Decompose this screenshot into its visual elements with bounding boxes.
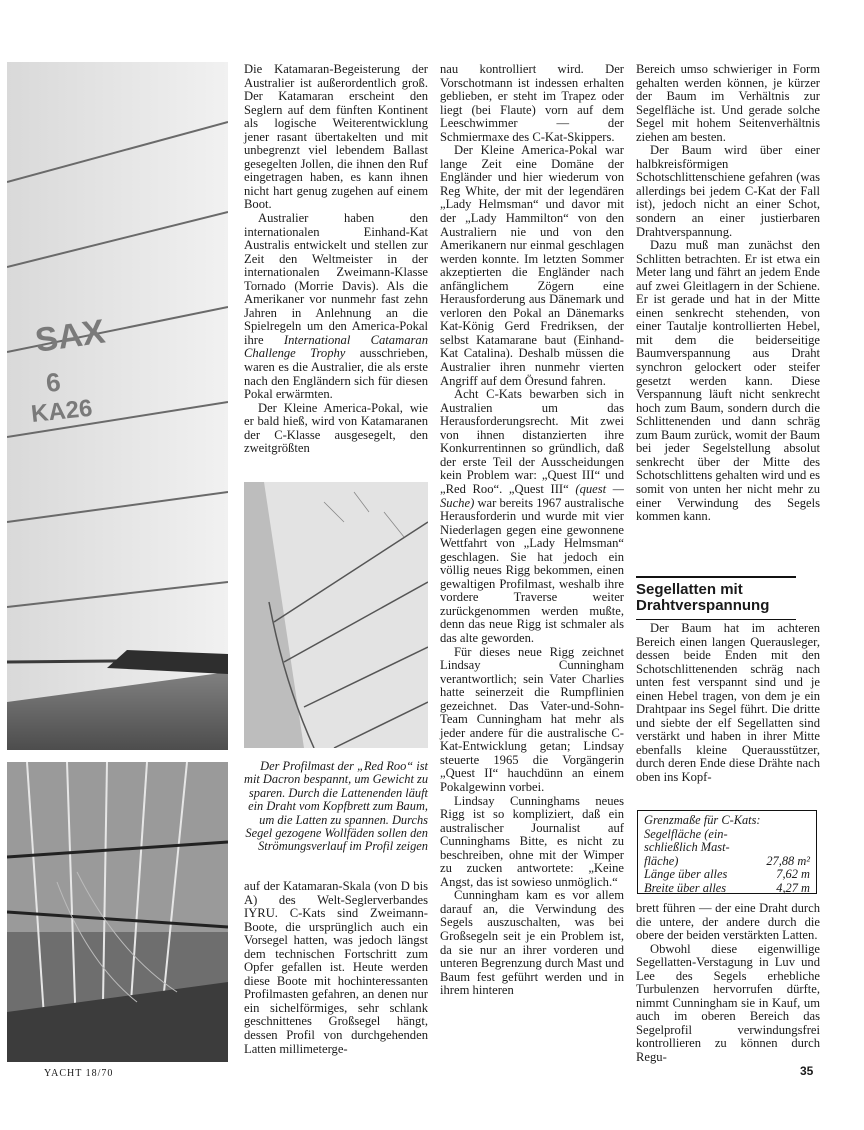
page-number: 35	[800, 1064, 814, 1078]
svg-text:KA26: KA26	[29, 394, 94, 428]
column-3-middle	[636, 622, 820, 785]
col2-paragraph-3-text: Acht C-Kats bewarben sich in Australien um das Herausforderungsrecht. Mit zwei von ihnen distanzierten ihre Konkurrentinnen so gründlich, daß der erste Teil der Ausscheidungen kein Problem war: „Quest III“ und „Red Roo“. „Quest III“	[440, 387, 624, 496]
spec-title: Grenzmaße für C-Kats:	[644, 813, 761, 827]
column-2	[440, 63, 624, 998]
col2-paragraph-3-end: war bereits 1967 australische Herausforderin und wurde mit vier Niederlagen gegen eine gewonnene Wettfahrt von „Lady Helmsman“ geschlagen. Sie hat jedoch ein völlig neues Rigg bekommen, einen gewaltigen Profilmast, weshalb ihre vordere Traverse weiter zurückgenommen werden mußte, denn das neue Rigg ist schmaler als das alte geworden.	[440, 495, 624, 645]
photo-rigging-graphic	[7, 762, 228, 1062]
photo-caption	[244, 760, 428, 854]
spec-row-length	[644, 868, 810, 882]
spec-value-beam: 4,27 m	[776, 880, 810, 895]
col1-paragraph-2	[244, 212, 428, 402]
col3-paragraph-4: Der Baum hat im achteren Bereich einen langen Querausleger, dessen beide Enden mit den Schotschlittenenden schräg nach unten fest verspannt sind und je einen Hebel tragen, von dem je ein Drahtpaar ins Segel führt. Die dritte und siebte der elf Segellatten sind verstärkt und haben in ihrer Mitte ebenfalls kleine Querausstützer, durch deren Ende diese Drähte nach oben ins Kopf-	[636, 621, 820, 785]
col3-paragraph-5: brett führen — der eine Draht durch die untere, der andere durch die obere der beiden verstärkten Latten.	[636, 901, 820, 943]
col2-paragraph-5: Lindsay Cunninghams neues Rigg ist so kompliziert, daß ein australischer Journalist auf Cunninghams Bitte, es nicht zu beschreiben, ohne mit der Wimper zu zucken antwortete: „Keine Angst, das ist sowieso unmöglich.“	[440, 793, 624, 889]
col2-paragraph-3	[440, 388, 624, 645]
col1-paragraph-3: Der Kleine America-Pokal, wie er bald hieß, wird von Katamaranen der C-Klasse ausgesegelt, den zweitgrößten	[244, 400, 428, 456]
spec-row-beam	[644, 882, 810, 896]
col3-paragraph-1: Bereich umso schwieriger in Form gehalten werden können, je kürzer der Baum im Verhältnis zur Segelfläche ist. Und gerade solche Segel mit hohem Seitenverhältnis ziehen am besten.	[636, 62, 820, 144]
col1-paragraph-2-end: ausschrieben, waren es die Australier, die als erste nach den Engländern sich für diesen Pokal erwärmten.	[244, 346, 428, 402]
col3-paragraph-2: Der Baum wird über einer halbkreisförmigen Schotschlittenschiene gefahren (was allerdings bei jedem C-Kat der Fall ist), jedoch nicht an einer Schot, sondern an einer justierbaren Drahtverspannung.	[636, 143, 820, 239]
column-3-top	[636, 63, 820, 524]
photo-catamaran-sail	[7, 62, 228, 750]
section-heading: Segellatten mit Drahtverspannung	[636, 576, 796, 620]
col2-paragraph-4: Für dieses neue Rigg zeichnet Lindsay Cunningham verantwortlich; sein Vater Charlies hatte seinerzeit die Rumpflinien gezeichnet. Das Vater-und-Sohn-Team Cunningham hat mehr als jeder andere für die australische C-Kat-Entwicklung getan; Lindsay steuerte 1965 die Vorgängerin „Quest II“ hauchdünn an einem Pokalgewinn vorbei.	[440, 644, 624, 794]
spec-value-area: 27,88 m²	[766, 853, 810, 868]
photo-rigging	[7, 762, 228, 1062]
spec-box	[637, 810, 817, 894]
column-3-bottom	[636, 902, 820, 1065]
col2-paragraph-2: Der Kleine America-Pokal war lange Zeit eine Domäne der Engländer und hier wiederum von Reg White, der mit der legendären „Lady Helmsman“ und davor mit der „Lady Hammilton“ von den Australiern nie und von den Amerikanern nur einmal geschlagen werden konnte. Im letzten Sommer akzeptierten die Engländer nach anfänglichem Zögern eine Herausforderung aus Dänemark und verloren den Pokal an Dänemarks Kat-König Gerd Fredriksen, der selbst Katamarane baut (Einhand-Kat Catalina). Deshalb müssen die Australier ihren nunmehr vierten Angriff auf dem Öresund fahren.	[440, 143, 624, 388]
svg-text:6: 6	[44, 366, 63, 398]
col3-paragraph-3: Dazu muß man zunächst den Schlitten betrachten. Er ist etwa ein Meter lang und fährt an jedem Ende auf zwei Gleitlagern in der Schiene. Er ist gerade und hat in der Mitte einen senkrecht stehenden, von einer Tautalje kontrollierten Hebel, mit dem die beiderseitige Baumverspannung aus Draht synchron gelockert oder steifer gesetzt werden kann. Diese Verspannung läuft nicht senkrecht hoch zum Baum, sondern durch die Schlittenenden und dann schräg zum Baum zurück, womit der Baum bei jeder Segelstellung absolut senkrecht über der Mitte des Schotschlittens gehalten wird und es somit von unten her nicht mehr zu einer Verwindung des Segels kommen kann.	[636, 238, 820, 524]
photo-sail-closeup	[244, 482, 428, 748]
column-1-bottom	[244, 880, 428, 1056]
spec-label-area: fläche)	[644, 853, 679, 868]
spec-row-area-2: schließlich Mast-	[644, 840, 730, 854]
photo-sail-closeup-graphic	[244, 482, 428, 748]
photo-catamaran-sail-graphic	[7, 62, 228, 750]
spec-row-area	[644, 855, 810, 869]
col2-quest-note: (quest — Suche)	[440, 481, 625, 510]
spec-label-beam: Breite über alles	[644, 880, 727, 895]
col1-trophy-name: International Catamaran Challenge Trophy	[244, 332, 428, 361]
photo-caption-text: Der Profilmast der „Red Roo“ ist mit Dacron bespannt, um Gewicht zu sparen. Durch die Lattenenden läuft ein Draht vom Kopfbrett zum Baum, um die Latten zu spannen. Durchs Segel gezogene Wollfäden sollen den Strömungsverlauf im Profil zeigen	[244, 759, 429, 854]
col1-paragraph-2-text: Australier haben den internationalen Einhand-Kat Australis entwickelt und stellen zur Zeit den Weltmeister in der internationalen Zweimann-Klasse Tornado (Morrie Davis). Als die Amerikaner vor nunmehr fast zehn Jahren in Anlehnung an die Spielregeln um den America-Pokal ihre	[244, 211, 428, 347]
col2-paragraph-6: Cunningham kam es vor allem darauf an, die Verwindung des Segels auszuschalten, was bei Großsegeln seit je ein Problem ist, da sie nur an ihrer vorderen und unteren Begrenzung durch Mast und Baum fest geführt werden und in ihrem hinteren	[440, 888, 624, 998]
svg-text:SAX: SAX	[32, 312, 108, 360]
spec-row-area-1: Segelfläche (ein-	[644, 826, 728, 841]
column-1-top	[244, 63, 428, 456]
col3-paragraph-6: Obwohl diese eigenwillige Segellatten-Verstagung in Luv und Lee des Segels erhebliche Turbulenzen hervorrufen dürfte, nimmt Cunningham sie in Kauf, um auch im oberen Bereich das Segelprofil verwindungsfrei kontrollieren zu können durch Regu-	[636, 941, 820, 1065]
spec-label-length: Länge über alles	[644, 867, 728, 881]
footer-magazine: YACHT 18/70	[44, 1068, 114, 1079]
col1-paragraph-4: auf der Katamaran-Skala (von D bis A) des Welt-Seglerverbandes IYRU. C-Kats sind Zweimann-Boote, die ursprünglich auch ein Vorsegel hatten, was jedoch längst dem technischen Fortschritt zum Opfer gefallen ist. Heute werden diese Boote mit hochinteressanten Profilmasten gefahren, an denen nur ein sichelförmiges, sehr schlank geschnittenes Großsegel hängt, dessen Profil von durchgehenden Latten millimeterge-	[244, 879, 428, 1056]
spec-value-length: 7,62 m	[776, 867, 810, 881]
col2-paragraph-1: nau kontrolliert wird. Der Vorschotmann ist indessen erhalten geblieben, er steht im Trapez oder liegt (bei Flaute) vorn auf dem Leeschwimmer — der Schmiermaxe des C-Kat-Skippers.	[440, 62, 624, 144]
col1-paragraph-1: Die Katamaran-Begeisterung der Australier ist außerordentlich groß. Der Katamaran erscheint den Seglern auf dem fünften Kontinent als logische Weiterentwicklung jener rasant übertakelten und mit unbegrenzt viel lebendem Ballast gesegelten Jollen, die ihnen den Ruf eingetragen haben, es kann ihnen nicht hart genug zugehen auf einem Boot.	[244, 62, 428, 212]
